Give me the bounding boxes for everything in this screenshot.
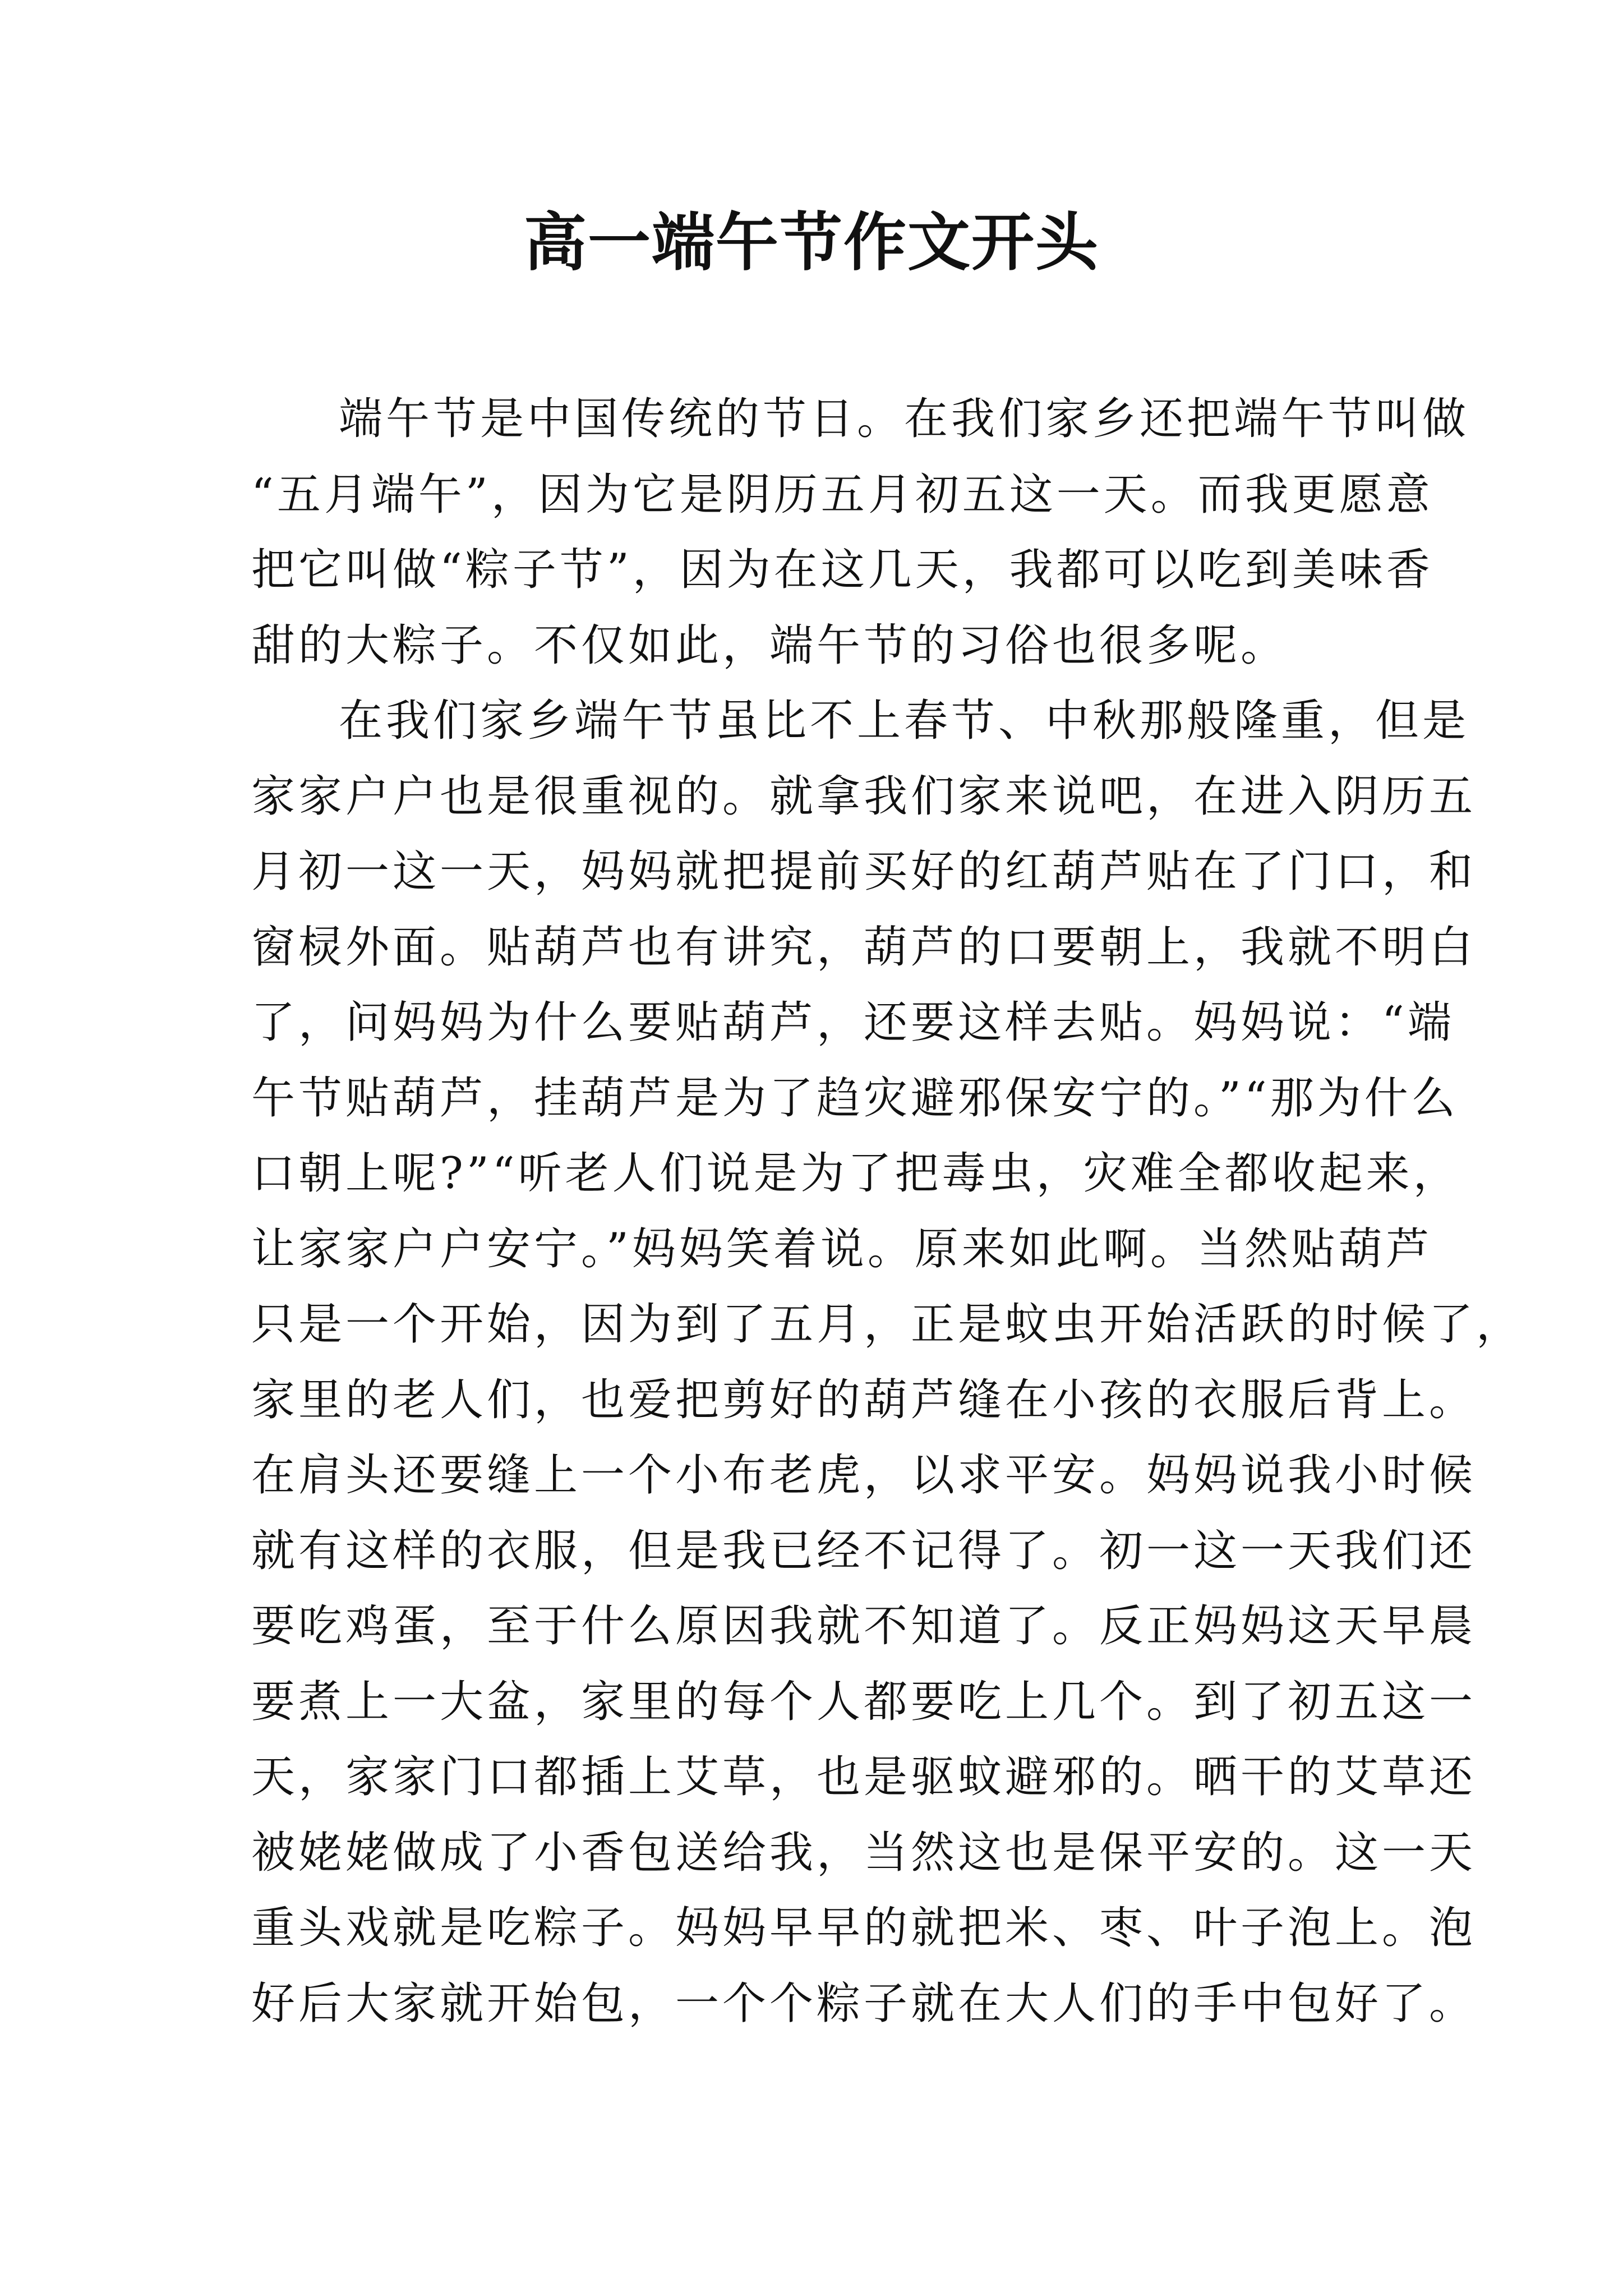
paragraph-2-line-7: 口朝上呢?”“听老人们说是为了把毒虫，灾难全都收起来， [251,1148,1460,1199]
paragraph-2-line-15: 天，家家门口都插上艾草，也是驱蚊避邪的。晒干的艾草还 [251,1752,1477,1802]
paragraph-2-line-4: 窗棂外面。贴葫芦也有讲究，葫芦的口要朝上，我就不明白 [251,922,1477,973]
paragraph-2-line-8: 让家家户户安宁。”妈妈笑着说。原来如此啊。当然贴葫芦 [251,1223,1433,1274]
paragraph-2-line-3: 月初一这一天，妈妈就把提前买好的红葫芦贴在了门口，和 [251,846,1477,897]
paragraph-2-line-6: 午节贴葫芦，挂葫芦是为了趋灾避邪保安宁的。”“那为什么 [251,1073,1459,1124]
paragraph-2-line-13: 要吃鸡蛋，至于什么原因我就不知道了。反正妈妈这天早晨 [251,1601,1477,1651]
paragraph-2-line-14: 要煮上一大盆，家里的每个人都要吃上几个。到了初五这一 [251,1676,1477,1727]
paragraph-1-line-3: 把它叫做“粽子节”，因为在这几天，我都可以吃到美味香 [251,545,1433,595]
paragraph-2-line-12: 就有这样的衣服，但是我已经不记得了。初一这一天我们还 [251,1525,1477,1576]
paragraph-1-line-2: “五月端午”，因为它是阴历五月初五这一天。而我更愿意 [251,469,1433,520]
paragraph-2-line-18: 好后大家就开始包，一个个粽子就在大人们的手中包好了。 [251,1978,1477,2029]
paragraph-2-line-17: 重头戏就是吃粽子。妈妈早早的就把米、枣、叶子泡上。泡 [251,1903,1477,1953]
paragraph-2-line-1: 在我们家乡端午节虽比不上春节、中秋那般隆重，但是 [339,696,1470,746]
paragraph-2-line-10: 家里的老人们，也爱把剪好的葫芦缝在小孩的衣服后背上。 [251,1374,1477,1425]
document-title: 高一端午节作文开头 [524,206,1099,279]
document-body [251,381,1524,2041]
paragraph-2-line-11: 在肩头还要缝上一个小布老虎，以求平安。妈妈说我小时候 [251,1450,1477,1501]
paragraph-1-line-1: 端午节是中国传统的节日。在我们家乡还把端午节叫做 [339,394,1470,444]
paragraph-1-line-4: 甜的大粽子。不仅如此，端午节的习俗也很多呢。 [251,620,1288,671]
paragraph-2-line-2: 家家户户也是很重视的。就拿我们家来说吧，在进入阴历五 [251,771,1477,822]
paragraph-2-line-5: 了，问妈妈为什么要贴葫芦，还要这样去贴。妈妈说：“端 [251,997,1455,1048]
paragraph-2-line-9: 只是一个开始，因为到了五月，正是蚊虫开始活跃的时候了， [251,1299,1524,1350]
paragraph-2-line-16: 被姥姥做成了小香包送给我，当然这也是保平安的。这一天 [251,1827,1477,1878]
